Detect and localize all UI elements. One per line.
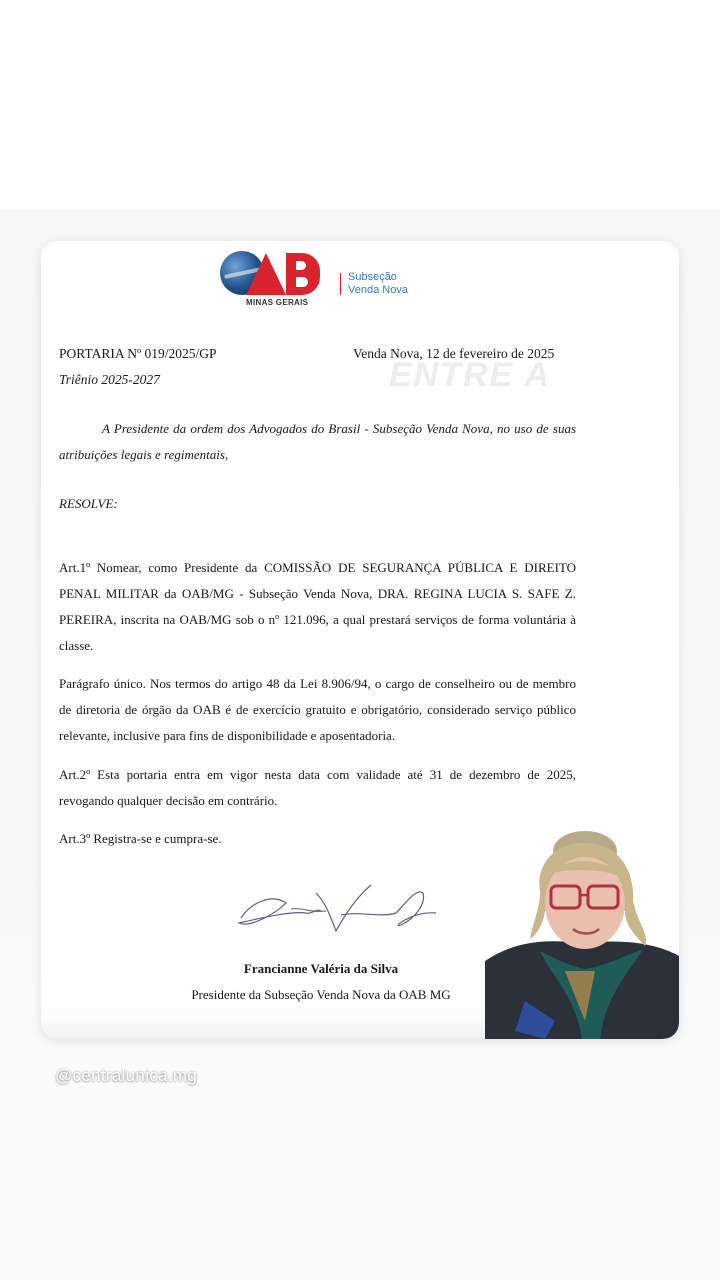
- portaria-number: PORTARIA Nº 019/2025/GP: [59, 346, 217, 361]
- portrait-photo: [485, 821, 679, 1039]
- logo-subsection: [348, 271, 408, 297]
- logo-subsection-line1: Subseção: [348, 271, 397, 283]
- instagram-handle: @centralunica.mg: [55, 1066, 198, 1085]
- resolve-heading: RESOLVE:: [59, 496, 118, 511]
- paragrafo-unico: Parágrafo único. Nos termos do artigo 48 da Lei 8.906/94, o cargo de conselheiro ou de membro de diretoria de órgão da OAB é de exercício gratuito e obrigatório, considerado serviço público relevante, inclusive para fins de disponibilidade e aposentadoria.: [59, 676, 576, 743]
- logo-divider: [340, 273, 341, 295]
- document-date: Venda Nova, 12 de fevereiro de 2025: [353, 346, 555, 361]
- oab-logo: [220, 251, 420, 311]
- signer-role: Presidente da Subseção Venda Nova da OAB MG: [191, 987, 451, 1002]
- logo-letter-a: [246, 253, 286, 295]
- intro-paragraph: A Presidente da ordem dos Advogados do Brasil - Subseção Venda Nova, no uso de suas atribuições legais e regimentais,: [59, 421, 576, 462]
- signer-name: Francianne Valéria da Silva: [243, 961, 399, 976]
- article-3: Art.3º Registra-se e cumpra-se.: [59, 831, 222, 846]
- card-bottom-edge: [41, 1009, 491, 1039]
- trienio: Triênio 2025-2027: [59, 372, 160, 387]
- handwritten-signature: [231, 873, 441, 943]
- logo-letter-b: [286, 253, 320, 295]
- top-blank-area: [0, 0, 720, 210]
- logo-region: MINAS GERAIS: [246, 298, 309, 307]
- overlay-watermark: ENTRE A: [389, 356, 551, 394]
- article-2: Art.2º Esta portaria entra em vigor nesta data com validade até 31 de dezembro de 2025, revogando qualquer decisão em contrário.: [59, 767, 576, 808]
- logo-subsection-line2: Venda Nova: [348, 284, 408, 296]
- document-card: [41, 241, 679, 1039]
- article-1: Art.1º Nomear, como Presidente da COMISSÃO DE SEGURANÇA PÚBLICA E DIREITO PENAL MILITAR da OAB/MG - Subseção Venda Nova, DRA. REGINA LUCIA S. SAFE Z. PEREIRA, inscrita na OAB/MG sob o nº 121.096, a qual prestará serviços de forma voluntária à classe.: [59, 560, 576, 653]
